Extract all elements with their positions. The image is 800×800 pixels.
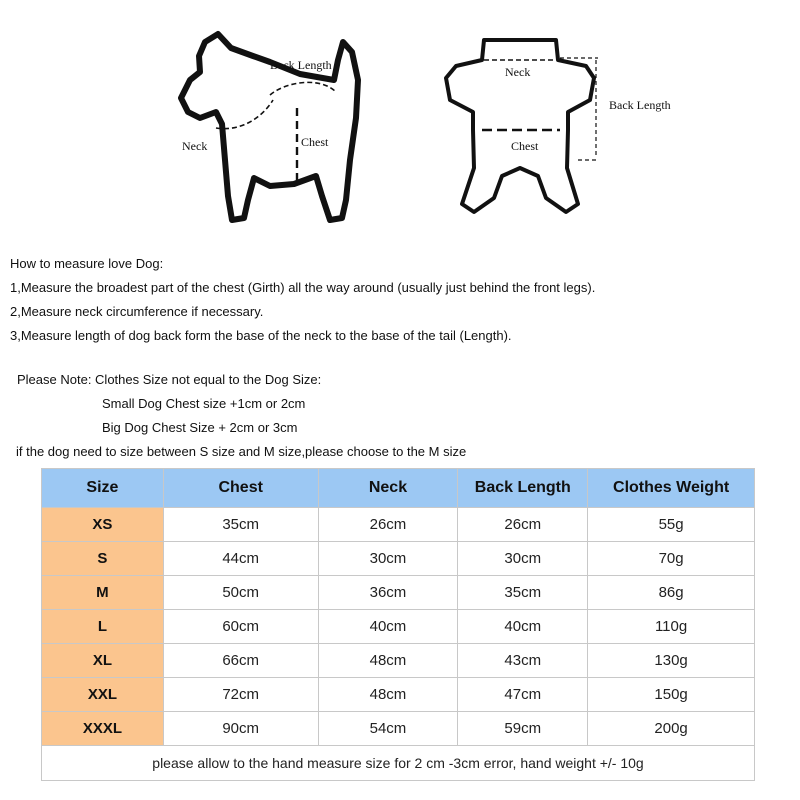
side-chest-label: Chest — [301, 135, 329, 149]
back-length-cell: 59cm — [458, 712, 588, 746]
note-section — [17, 368, 466, 464]
header-back-length: Back Length — [458, 469, 588, 508]
table-row — [42, 644, 755, 678]
size-cell: M — [42, 576, 164, 610]
table-row — [42, 576, 755, 610]
front-back-length-label: Back Length — [609, 98, 671, 112]
chest-cell: 35cm — [163, 508, 318, 542]
neck-cell: 54cm — [318, 712, 458, 746]
neck-cell: 40cm — [318, 610, 458, 644]
note-small-dog: Small Dog Chest size +1cm or 2cm — [102, 396, 306, 411]
chest-cell: 90cm — [163, 712, 318, 746]
back-length-cell: 43cm — [458, 644, 588, 678]
dog-front-measure-lines — [482, 58, 598, 160]
weight-cell: 55g — [588, 508, 755, 542]
chest-cell: 66cm — [163, 644, 318, 678]
neck-cell: 36cm — [318, 576, 458, 610]
weight-cell: 70g — [588, 542, 755, 576]
howto-step-1: 1,Measure the broadest part of the chest (Girth) all the way around (usually just behind the front legs). — [10, 280, 596, 295]
header-clothes-weight: Clothes Weight — [588, 469, 755, 508]
size-cell: S — [42, 542, 164, 576]
howto-step-2: 2,Measure neck circumference if necessary. — [10, 304, 264, 319]
note-between-sizes: if the dog need to size between S size and M size,please choose to the M size — [16, 444, 467, 459]
measurement-tolerance-note: please allow to the hand measure size for 2 cm -3cm error, hand weight +/- 10g — [42, 746, 755, 781]
weight-cell: 110g — [588, 610, 755, 644]
table-row — [42, 508, 755, 542]
note-title: Please Note: Clothes Size not equal to the Dog Size: — [17, 372, 322, 387]
howto-section — [10, 252, 595, 348]
size-cell: XXL — [42, 678, 164, 712]
weight-cell: 86g — [588, 576, 755, 610]
chest-cell: 72cm — [163, 678, 318, 712]
chest-cell: 60cm — [163, 610, 318, 644]
neck-cell: 48cm — [318, 678, 458, 712]
size-cell: XL — [42, 644, 164, 678]
front-chest-label: Chest — [511, 139, 539, 153]
table-row — [42, 678, 755, 712]
back-length-cell: 30cm — [458, 542, 588, 576]
back-length-cell: 26cm — [458, 508, 588, 542]
table-row — [42, 712, 755, 746]
header-neck: Neck — [318, 469, 458, 508]
howto-step-3: 3,Measure length of dog back form the base of the neck to the base of the tail (Length). — [10, 328, 512, 343]
neck-cell: 26cm — [318, 508, 458, 542]
neck-cell: 30cm — [318, 542, 458, 576]
size-cell: XXXL — [42, 712, 164, 746]
back-length-cell: 47cm — [458, 678, 588, 712]
side-neck-label: Neck — [182, 139, 208, 153]
back-length-cell: 35cm — [458, 576, 588, 610]
table-row — [42, 542, 755, 576]
size-cell: L — [42, 610, 164, 644]
header-chest: Chest — [163, 469, 318, 508]
back-length-cell: 40cm — [458, 610, 588, 644]
neck-cell: 48cm — [318, 644, 458, 678]
weight-cell: 200g — [588, 712, 755, 746]
side-back-length-label: Back Length — [270, 58, 332, 72]
table-header-row — [42, 469, 755, 508]
measurement-diagram — [0, 0, 800, 240]
howto-title: How to measure love Dog: — [10, 256, 164, 271]
size-cell: XS — [42, 508, 164, 542]
weight-cell: 130g — [588, 644, 755, 678]
chest-cell: 50cm — [163, 576, 318, 610]
note-big-dog: Big Dog Chest Size + 2cm or 3cm — [102, 420, 298, 435]
header-size: Size — [42, 469, 164, 508]
weight-cell: 150g — [588, 678, 755, 712]
chest-cell: 44cm — [163, 542, 318, 576]
front-neck-label: Neck — [505, 65, 531, 79]
dog-side-measure-lines — [216, 82, 336, 182]
size-chart-table — [41, 468, 755, 781]
table-row — [42, 610, 755, 644]
table-footer-row — [42, 746, 755, 781]
